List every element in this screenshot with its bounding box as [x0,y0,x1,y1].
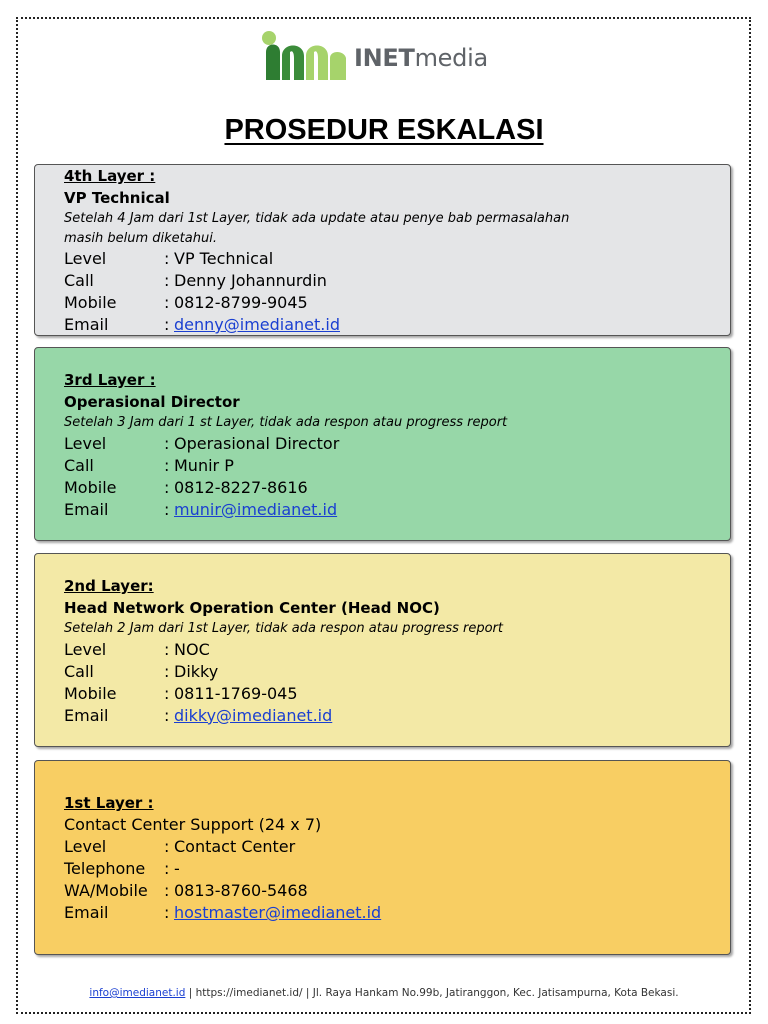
logo-mark-icon [258,28,354,84]
layer-2-heading: 2nd Layer: [64,577,154,595]
layer-2-email-link[interactable]: dikky@imedianet.id [174,705,333,725]
row-value: Munir P [174,455,234,475]
row-key: Level [64,639,107,659]
layer-2-row-mobile: Mobile : 0811-1769-045 [64,683,298,703]
row-key: Email [64,903,109,922]
layer-1-email-link[interactable]: hostmaster@imedianet.id [174,903,382,922]
row-value: 0812-8799-9045 [174,293,308,312]
row-value: NOC [174,639,210,659]
row-value: 0812-8227-8616 [174,477,308,497]
layer-4-email-link[interactable]: denny@imedianet.id [174,315,340,334]
page-title: PROSEDUR ESKALASI [224,114,544,146]
layer-1-role: Contact Center Support (24 x 7) [64,815,322,834]
row-value: 0811-1769-045 [174,683,298,703]
layer-1-row-email: Email : hostmaster@imedianet.id [64,903,382,922]
row-key: Email [64,705,109,725]
layer-3-row-level: Level : Operasional Director [64,433,340,453]
row-key: Email [64,499,109,519]
inetmedia-logo [258,28,518,88]
row-key: Mobile [64,477,117,497]
row-key: Mobile [64,683,117,703]
row-value: Dikky [174,661,219,681]
layer-3-row-mobile: Mobile : 0812-8227-8616 [64,477,308,497]
row-key: Call [64,661,94,681]
layer-4-note: Setelah 4 Jam dari 1st Layer, tidak ada update atau penye bab permasalahan masih belum diketahui. [64,211,570,246]
layer-3-email-link[interactable]: munir@imedianet.id [174,499,338,519]
layer-1-card [34,760,731,955]
layer-2-note: Setelah 2 Jam dari 1st Layer, tidak ada respon atau progress report [64,621,504,636]
layer-2-card [34,553,731,747]
row-key: Email [64,315,109,334]
footer [0,987,768,999]
layer-3-card [34,347,731,541]
layer-3-heading: 3rd Layer : [64,371,156,389]
row-key: Mobile [64,293,117,312]
row-key: Level [64,837,107,856]
logo-text-thin: media [414,44,488,72]
layer-1-heading: 1st Layer : [64,794,154,812]
layer-4-row-call: Call : Denny Johannurdin [64,271,327,290]
layer-2-row-call: Call : Dikky [64,661,219,681]
footer-text: | https://imedianet.id/ | Jl. Raya Hankam No.99b, Jatiranggon, Kec. Jatisampurna, Kota Bekasi. [185,987,679,999]
layer-1-row-wa-mobile: WA/Mobile : 0813-8760-5468 [64,881,308,900]
layer-3-row-call: Call : Munir P [64,455,234,475]
row-key: Call [64,455,94,475]
row-value: Denny Johannurdin [174,271,327,290]
layer-3-note: Setelah 3 Jam dari 1 st Layer, tidak ada respon atau progress report [64,415,508,430]
layer-2-role: Head Network Operation Center (Head NOC) [64,599,440,617]
layer-1-row-telephone: Telephone : - [64,859,180,878]
row-key: Call [64,271,94,290]
row-value: VP Technical [174,249,274,268]
footer-email-link[interactable]: info@imedianet.id [89,987,186,999]
layer-2-row-level: Level : NOC [64,639,210,659]
layer-3-role: Operasional Director [64,393,240,411]
layer-3-row-email: Email : munir@imedianet.id [64,499,338,519]
layer-2-row-email: Email : dikky@imedianet.id [64,705,333,725]
logo-text-bold: INET [354,44,415,72]
layer-4-card [34,164,731,336]
row-value: Operasional Director [174,433,340,453]
row-value: 0813-8760-5468 [174,881,308,900]
row-value: - [174,859,180,878]
layer-1-row-level: Level : Contact Center [64,837,296,856]
layer-4-row-mobile: Mobile : 0812-8799-9045 [64,293,308,312]
row-key: WA/Mobile [64,881,148,900]
layer-4-role: VP Technical [64,189,170,207]
row-key: Level [64,249,107,268]
row-key: Telephone [64,859,146,878]
layer-4-row-email: Email : denny@imedianet.id [64,315,340,334]
layer-4-heading: 4th Layer : [64,167,156,185]
layer-4-row-level: Level : VP Technical [64,249,274,268]
logo-wordmark [354,44,488,72]
row-key: Level [64,433,107,453]
row-value: Contact Center [174,837,296,856]
